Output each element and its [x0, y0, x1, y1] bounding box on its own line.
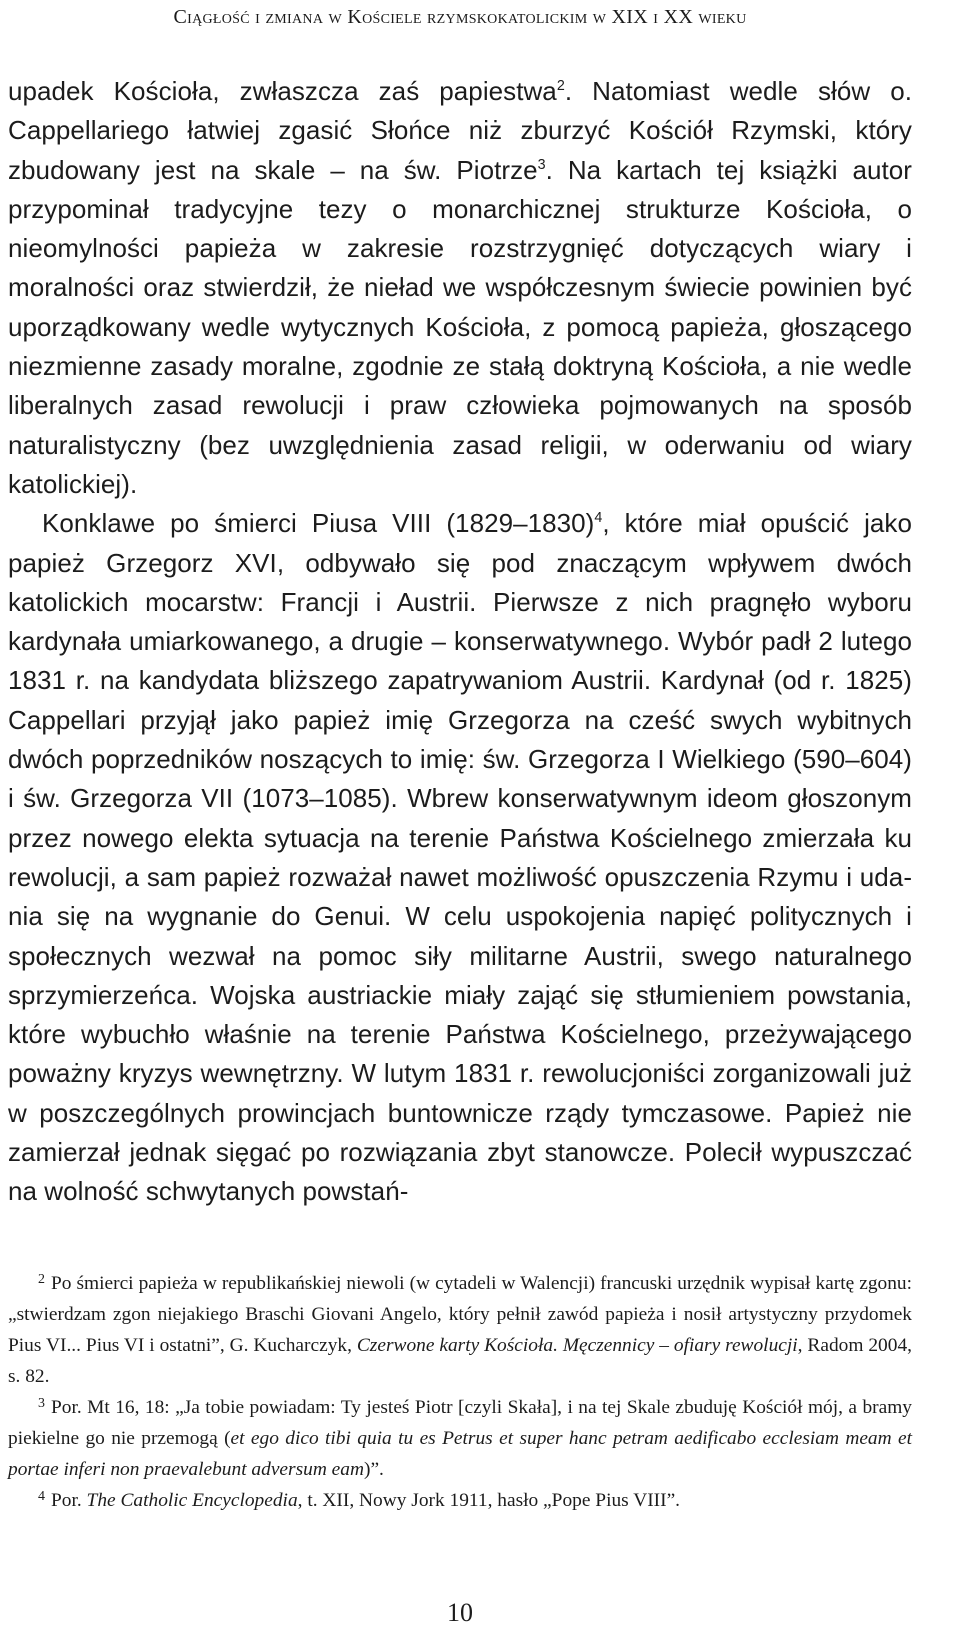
footnote-text: )”. — [363, 1459, 384, 1480]
footnote-latin-quote: et ego dico tibi quia tu es Petrus et super hanc petram aedificabo ecclesiam meam et portae inferi non praevalebunt adversum eam — [8, 1428, 912, 1480]
paragraph-2 — [8, 504, 912, 1211]
footnote-text: , t. XII, Nowy Jork 1911, hasło „Pope Pius VIII”. — [297, 1490, 681, 1511]
paragraph-2-text-a: Konklawe po śmierci Piusa VIII (1829–1830) — [42, 508, 595, 539]
paragraph-1-text-b: . Natomiast wedle słów o. Cappellariego łatwiej zgasić Słońce niż zburzyć Kościół Rzymski, który zbudowany jest na skale – na św. Piotrze — [8, 76, 912, 185]
footnote-title: Czerwone karty Kościoła. Męczennicy – ofiary rewolucji — [356, 1335, 798, 1356]
footnote-ref-3: 3 — [537, 156, 546, 173]
paragraph-1 — [8, 72, 912, 504]
running-head: Ciągłość i zmiana w Kościele rzymskokatolickim w XIX i XX wieku — [173, 6, 747, 28]
footnote-ref-2: 2 — [556, 78, 565, 94]
footnote-text: Por. — [50, 1490, 87, 1511]
paragraph-2-text-b: , które miał opuścić jako papież Grzegorz XVI, odbywało się pod znaczącym wpływem dwóch katolickich mocarstw: Francji i Austrii. Pierwsze z nich pragnęło wyboru kardynała umiarkowanego, a drugie – konserwatywnego. Wybór padł 2 lutego 1831 r. na kandydata bliższego zapatrywaniom Austrii. Kardynał (od r. 1825) Cappellari przyjął jako papież imię Grzegorza na cześć swych wybitnych dwóch poprzedników noszących to imię: św. Grzegorza I Wielkiego (590–604) i św. Grzegorza VII (1073–1085). Wbrew konserwatywnym ideom głoszonym przez nowego elekta sytuacja na terenie Państwa Kościelnego zmierzała ku rewolucji, a sam papież rozważał nawet możliwość opuszczenia Rzymu i udania się na wygnanie do Genui. W celu uspokojenia napięć politycznych i społecznych wezwał na pomoc siły militarne Austrii, swego naturalnego sprzymierzeńca. Wojska austriackie miały zająć się stłumieniem powstania, które wybuchło właśnie na terenie Państwa Kościelnego, przeżywającego poważny kryzys wewnętrzny. W lutym 1831 r. rewolucjoniści zorganizowali już w poszczególnych prowincjach buntownicze rządy tymczasowe. Papież nie zamierzał jednak sięgać po rozwiązania zbyt stanowcze. Polecił wypuszczać na wolność schwytanych powstań- — [8, 508, 912, 1207]
footnote-number: 4 — [38, 1488, 45, 1504]
footnote-text: , Radom 2004, s. 82. — [8, 1335, 912, 1387]
paragraph-1-text-a: upadek Kościoła, zwłaszcza zaś papiestwa — [8, 76, 557, 106]
footnote-number: 2 — [38, 1271, 45, 1287]
footnote-2 — [8, 1268, 912, 1392]
main-text — [8, 72, 912, 1212]
footnote-title: The Catholic Encyclopedia — [86, 1490, 298, 1511]
page-number: 10 — [447, 1598, 473, 1627]
footnotes — [8, 1268, 912, 1516]
footnote-text: Po śmierci papieża w republikańskiej niewoli (w cytadeli w Walencji) francuski urzędnik wypisał kartę zgonu: „stwierdzam zgon niejakiego Braschi Giovani Angelo, który pełnił zawód papieża i nosił artystyczny przydomek Pius VI... Pius VI i ostatni”, G. Kucharczyk, — [8, 1273, 912, 1356]
footnote-3 — [8, 1392, 912, 1485]
footnote-4 — [8, 1485, 912, 1516]
paragraph-1-text-c: . Na kartach tej książki autor przypominał tradycyjne tezy o monarchicznej strukturze Kościoła, o nieomylności papieża w zakresie rozstrzygnięć dotyczących wiary i moralności oraz stwierdził, że nieład we współczesnym świecie powinien być uporządkowany wedle wytycznych Kościoła, z pomocą papieża, głoszącego niezmienne zasady moralne, zgodnie ze stałą doktryną Kościoła, a nie wedle liberalnych zasad rewolucji i praw człowieka pojmowanych na sposób naturalistyczny (bez uwzględnienia zasad religii, w oderwaniu od wiary katolickiej). — [8, 154, 913, 499]
footnote-ref-4: 4 — [594, 510, 603, 527]
footnote-number: 3 — [38, 1395, 45, 1411]
footnote-text: Por. Mt 16, 18: „Ja tobie powiadam: Ty jesteś Piotr [czyli Skała], i na tej Skale zbuduję Kościół mój, a bramy piekielne go nie przemogą ( — [8, 1397, 912, 1449]
